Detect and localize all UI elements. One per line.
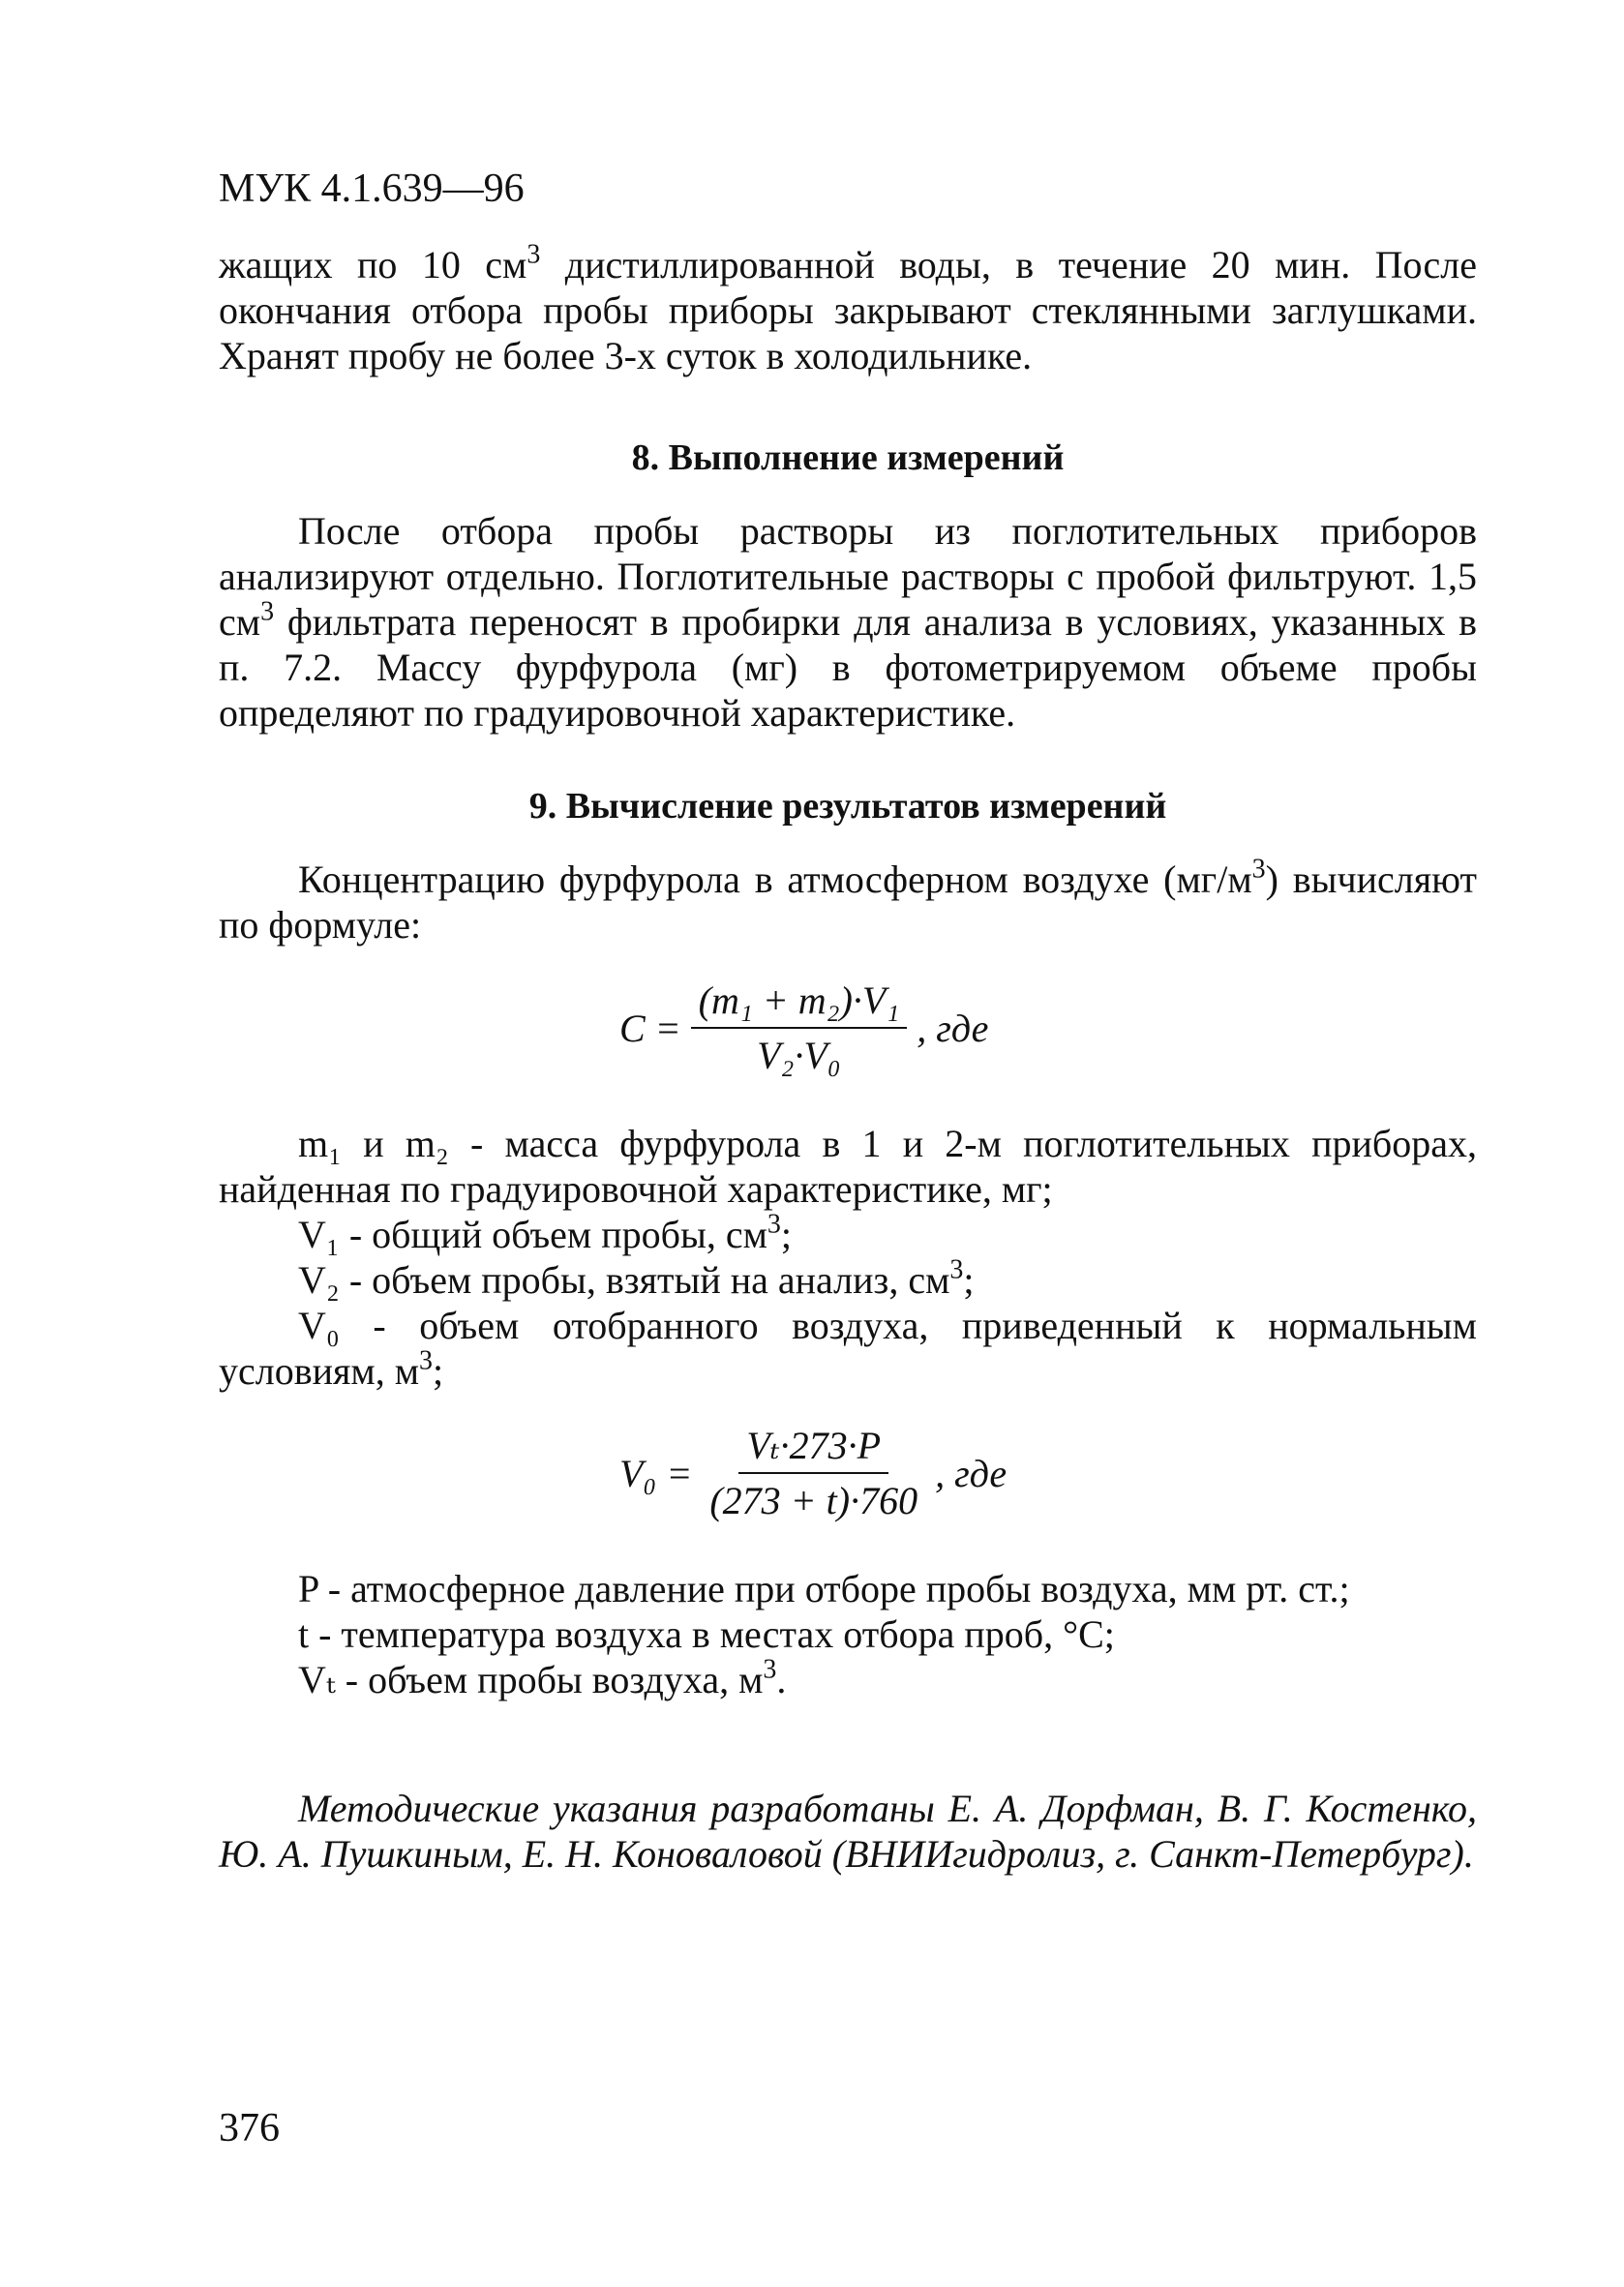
legend-vt-sup: 3 (763, 1654, 777, 1685)
formula-1-legend (219, 1121, 1477, 1394)
legend-v2-text: V₂ - объем пробы, взятый на анализ, см (298, 1258, 950, 1302)
legend-v1 (219, 1209, 1477, 1257)
normalized-volume-formula (619, 1423, 1007, 1523)
legend-vt-end: . (776, 1658, 787, 1701)
legend-v0-sup: 3 (419, 1345, 434, 1376)
section-8-sup: 3 (260, 596, 275, 627)
intro-text-2: дистиллированной воды, в течение 20 мин. После окончания отбора пробы приборы закрывают стеклянными заглушками. Хранят пробу не более 3-х суток в холодильнике. (219, 243, 1477, 377)
credits-text: Методические указания разработаны Е. А. Дорфман, В. Г. Костенко, Ю. А. Пушкиным, Е. Н. Коноваловой (ВНИИгидролиз, г. Санкт-Петербург). (219, 1787, 1477, 1876)
formula-1-denominator: V₂·V₀ (757, 1034, 841, 1077)
formula-1-fraction (691, 978, 908, 1078)
legend-v1-end: ; (780, 1213, 793, 1256)
formula-2-numerator: Vₜ·273·P (738, 1423, 888, 1474)
formula-2-fraction (702, 1423, 925, 1523)
formula-1-suffix: , где (917, 1006, 989, 1050)
legend-vt (219, 1654, 1477, 1702)
formula-2-legend (219, 1566, 1477, 1702)
legend-vt-text: Vₜ - объем пробы воздуха, м (298, 1658, 764, 1701)
legend-t: t - температура воздуха в местах отбора проб, °C; (298, 1612, 1115, 1656)
section-9 (219, 784, 1477, 948)
intro-paragraph (219, 239, 1477, 378)
legend-p: P - атмосферное давление при отборе пробы воздуха, мм рт. ст.; (298, 1567, 1350, 1610)
concentration-formula (619, 978, 988, 1078)
section-8 (219, 436, 1477, 736)
section-8-paragraph (219, 508, 1477, 736)
formula-1-numerator: (m₁ + m₂)·V₁ (691, 978, 908, 1029)
section-8-heading: 8. Выполнение измерений (631, 437, 1065, 478)
section-8-text-2: фильтрата переносят в пробирки для анализа в условиях, указанных в п. 7.2. Массу фурфурола (мг) в фотометрируемом объеме пробы определяют по градуировочной характеристике. (219, 600, 1477, 735)
section-9-paragraph (219, 854, 1477, 948)
legend-v2 (219, 1254, 1477, 1303)
legend-v0 (219, 1303, 1477, 1394)
formula-2-suffix: , где (935, 1451, 1007, 1495)
formula-2-lhs: V₀ = (619, 1451, 693, 1495)
credits-block (219, 1786, 1477, 1877)
legend-v0-text: V₀ - объем отобранного воздуха, приведенный к нормальным условиям, м (219, 1304, 1477, 1393)
intro-sup: 3 (526, 239, 541, 270)
legend-v0-end: ; (433, 1349, 444, 1393)
page-number: 376 (219, 2106, 280, 2151)
intro-paragraph-block (219, 239, 1477, 378)
section-8-text-1: После отбора пробы растворы из поглотительных приборов анализируют отдельно. Поглотительные растворы с пробой фильтруют. 1,5 см (219, 509, 1477, 644)
section-9-text-1: Концентрацию фурфурола в атмосферном воздухе (мг/м (298, 858, 1252, 901)
section-9-sup: 3 (1251, 854, 1266, 885)
legend-m: m₁ и m₂ - масса фурфурола в 1 и 2-м поглотительных приборах, найденная по градуировочной характеристике, мг; (219, 1122, 1477, 1211)
legend-v1-text: V₁ - общий объем пробы, см (298, 1213, 767, 1256)
section-9-heading: 9. Вычисление результатов измерений (528, 786, 1167, 827)
intro-text-1: жащих по 10 см (219, 243, 527, 286)
formula-1-lhs: C = (619, 1006, 681, 1050)
formula-2-denominator: (273 + t)·760 (709, 1479, 918, 1522)
legend-v1-sup: 3 (767, 1209, 781, 1240)
legend-v2-sup: 3 (949, 1254, 964, 1285)
legend-v2-end: ; (963, 1258, 975, 1302)
section-9-text-2: ) вычисляют по формуле: (219, 858, 1477, 947)
document-code-header: МУК 4.1.639—96 (219, 166, 525, 211)
